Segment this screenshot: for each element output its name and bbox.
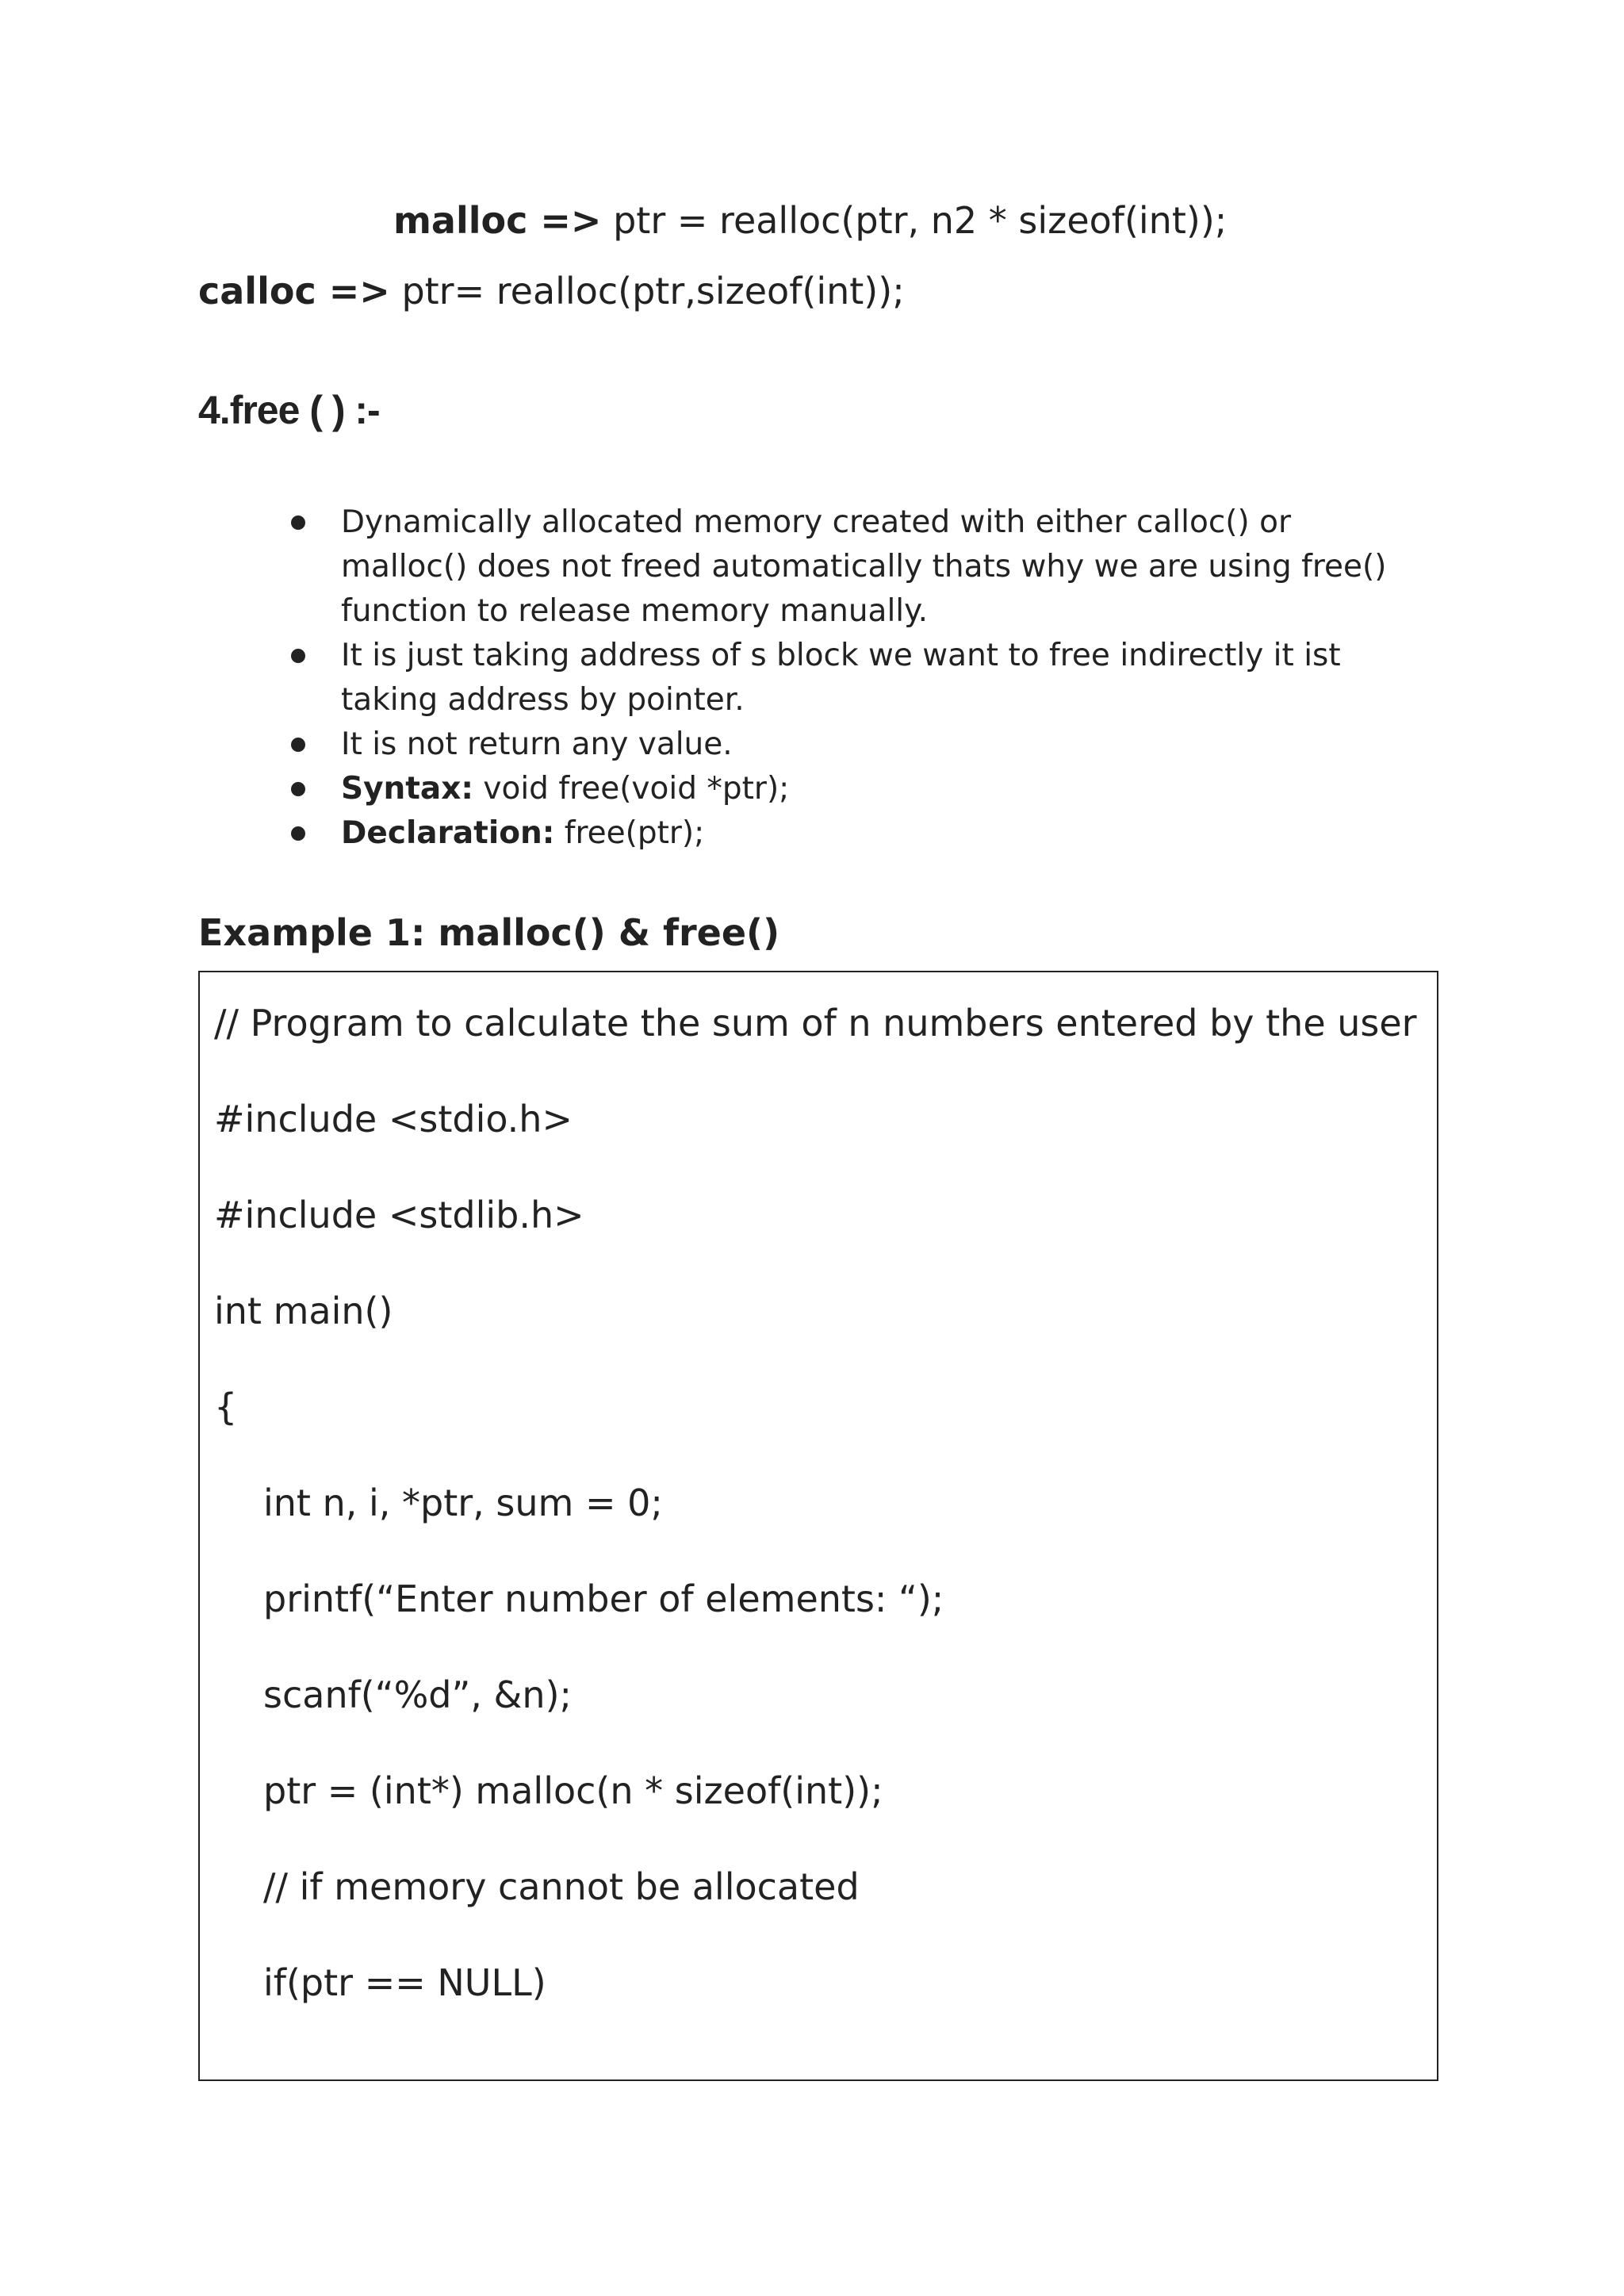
realloc-malloc-line	[393, 197, 1227, 244]
code-line: int n, i, *ptr, sum = 0;	[263, 1481, 663, 1524]
bullet-line: Dynamically allocated memory created with either calloc() or	[341, 504, 1291, 540]
bullet-item-syntax	[198, 767, 1435, 811]
declaration-label: Declaration:	[341, 815, 555, 851]
code-box	[198, 971, 1438, 2081]
bullet-line: It is not return any value.	[341, 726, 733, 762]
bullet-dot-icon	[291, 826, 305, 841]
code-line: ptr = (int*) malloc(n * sizeof(int));	[263, 1769, 883, 1812]
code-line: #include <stdio.h>	[214, 1098, 573, 1140]
bullet-dot-icon	[291, 782, 305, 796]
bullet-dot-icon	[291, 738, 305, 752]
bullet-item	[198, 723, 1435, 767]
code-line: int main()	[214, 1290, 393, 1332]
code-line: #include <stdlib.h>	[214, 1194, 584, 1236]
code-line: printf(“Enter number of elements: “);	[263, 1577, 944, 1620]
bullet-line: function to release memory manually.	[341, 593, 929, 629]
realloc-malloc-label: malloc =>	[393, 199, 602, 242]
syntax-label: Syntax:	[341, 771, 473, 807]
code-line: if(ptr == NULL)	[263, 1961, 546, 2004]
code-line: // Program to calculate the sum of n numbers entered by the user	[214, 1002, 1417, 1045]
bullet-dot-icon	[291, 649, 305, 663]
syntax-text: void free(void *ptr);	[473, 771, 790, 807]
bullet-item	[198, 500, 1435, 634]
code-line: scanf(“%d”, &n);	[263, 1673, 573, 1716]
declaration-text: free(ptr);	[554, 815, 705, 851]
realloc-malloc-code: ptr = realloc(ptr, n2 * sizeof(int));	[601, 199, 1228, 242]
example-title: Example 1: malloc() & free()	[198, 911, 780, 954]
bullet-item	[198, 634, 1435, 723]
realloc-calloc-code: ptr= realloc(ptr,sizeof(int));	[389, 270, 905, 312]
realloc-calloc-line	[198, 267, 905, 315]
bullet-line: It is just taking address of s block we want to free indirectly it ist	[341, 638, 1341, 673]
bullet-dot-icon	[291, 516, 305, 530]
realloc-calloc-label: calloc =>	[198, 270, 390, 312]
code-line: {	[214, 1386, 238, 1428]
code-line: // if memory cannot be allocated	[263, 1865, 860, 1908]
bullet-item-declaration	[198, 811, 1435, 856]
bullet-list	[198, 500, 1435, 856]
bullet-line: malloc() does not freed automatically thats why we are using free()	[341, 549, 1387, 585]
bullet-line: taking address by pointer.	[341, 682, 745, 718]
section-heading: 4.free ( ) :-	[198, 388, 380, 432]
